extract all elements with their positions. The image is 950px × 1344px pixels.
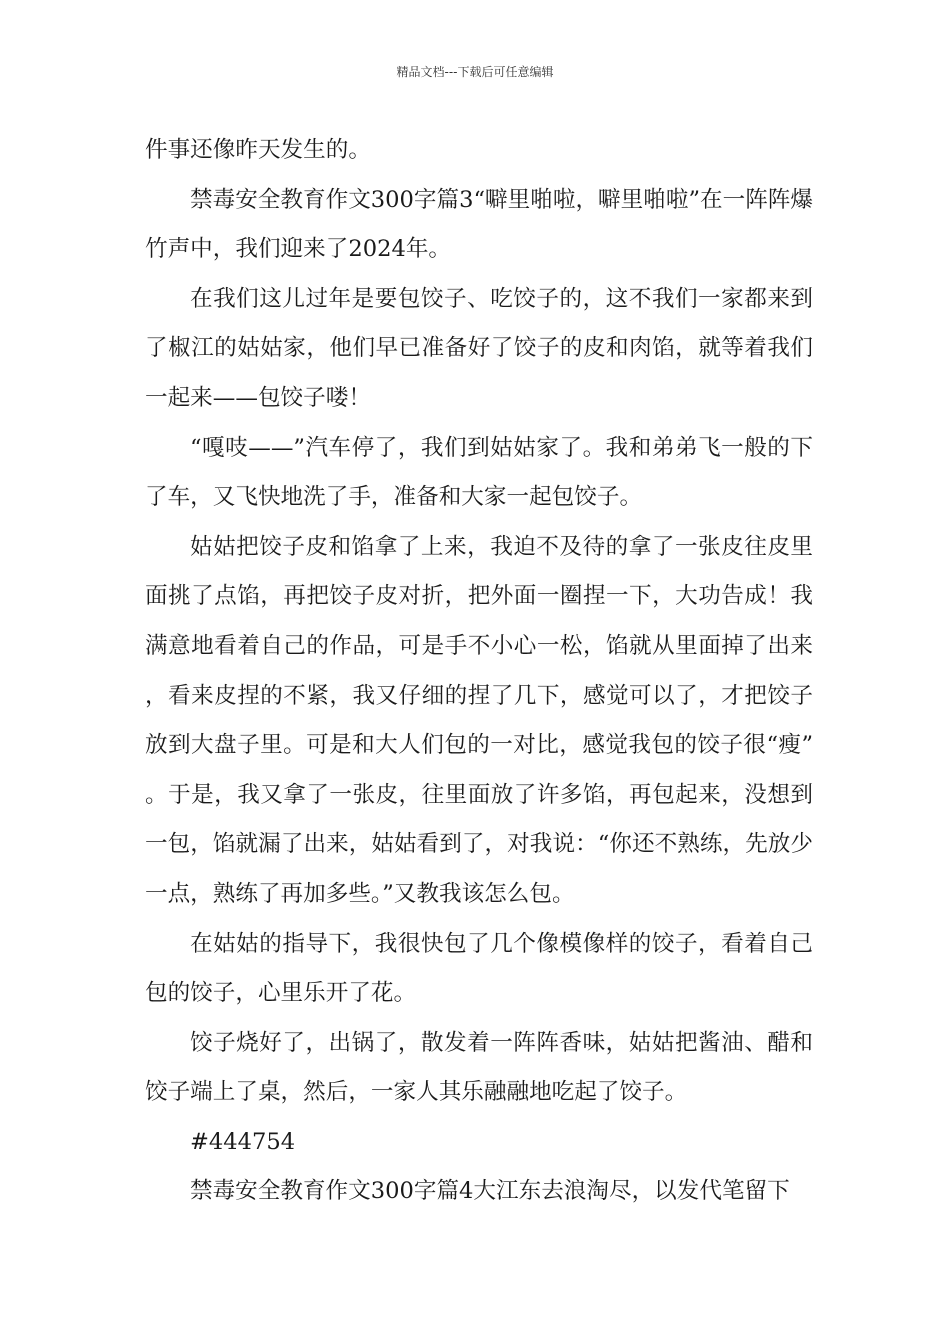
paragraph: 禁毒安全教育作文300字篇3“噼里啪啦，噼里啪啦”在一阵阵爆竹声中，我们迎来了2024年。 bbox=[145, 186, 813, 263]
paragraph: 禁毒安全教育作文300字篇4大江东去浪淘尽，以发代笔留下 bbox=[190, 1178, 790, 1205]
page-header: 精品文档---下载后可任意编辑 bbox=[396, 65, 554, 79]
paragraph: 在姑姑的指导下，我很快包了几个像模像样的饺子，看着自己包的饺子，心里乐开了花。 bbox=[145, 930, 813, 1007]
paragraph: 饺子烧好了，出锅了，散发着一阵阵香味，姑姑把酱油、醋和饺子端上了桌，然后，一家人其乐融融地吃起了饺子。 bbox=[145, 1029, 813, 1106]
paragraph: 在我们这儿过年是要包饺子、吃饺子的，这不我们一家都来到了椒江的姑姑家，他们早已准备好了饺子的皮和肉馅，就等着我们一起来——包饺子喽！ bbox=[145, 285, 813, 411]
paragraph: 姑姑把饺子皮和馅拿了上来，我迫不及待的拿了一张皮往皮里面挑了点馅，再把饺子皮对折，把外面一圈捏一下，大功告成！我满意地看着自己的作品，可是手不小心一松，馅就从里面掉了出来，看来皮捏的不紧，我又仔细的捏了几下，感觉可以了，才把饺子放到大盘子里。可是和大人们包的一对比，感觉我包的饺子很“瘦”。于是，我又拿了一张皮，往里面放了许多馅，再包起来，没想到一包，馅就漏了出来，姑姑看到了，对我说：“你还不熟练，先放少一点，熟练了再加多些。”又教我该怎么包。 bbox=[145, 533, 813, 907]
paragraph-id-code: #444754 bbox=[190, 1128, 296, 1155]
paragraph: “嘎吱——”汽车停了，我们到姑姑家了。我和弟弟飞一般的下了车，又飞快地洗了手，准备和大家一起包饺子。 bbox=[145, 434, 813, 511]
paragraph: 件事还像昨天发生的。 bbox=[145, 137, 371, 163]
document-body bbox=[145, 126, 813, 1217]
